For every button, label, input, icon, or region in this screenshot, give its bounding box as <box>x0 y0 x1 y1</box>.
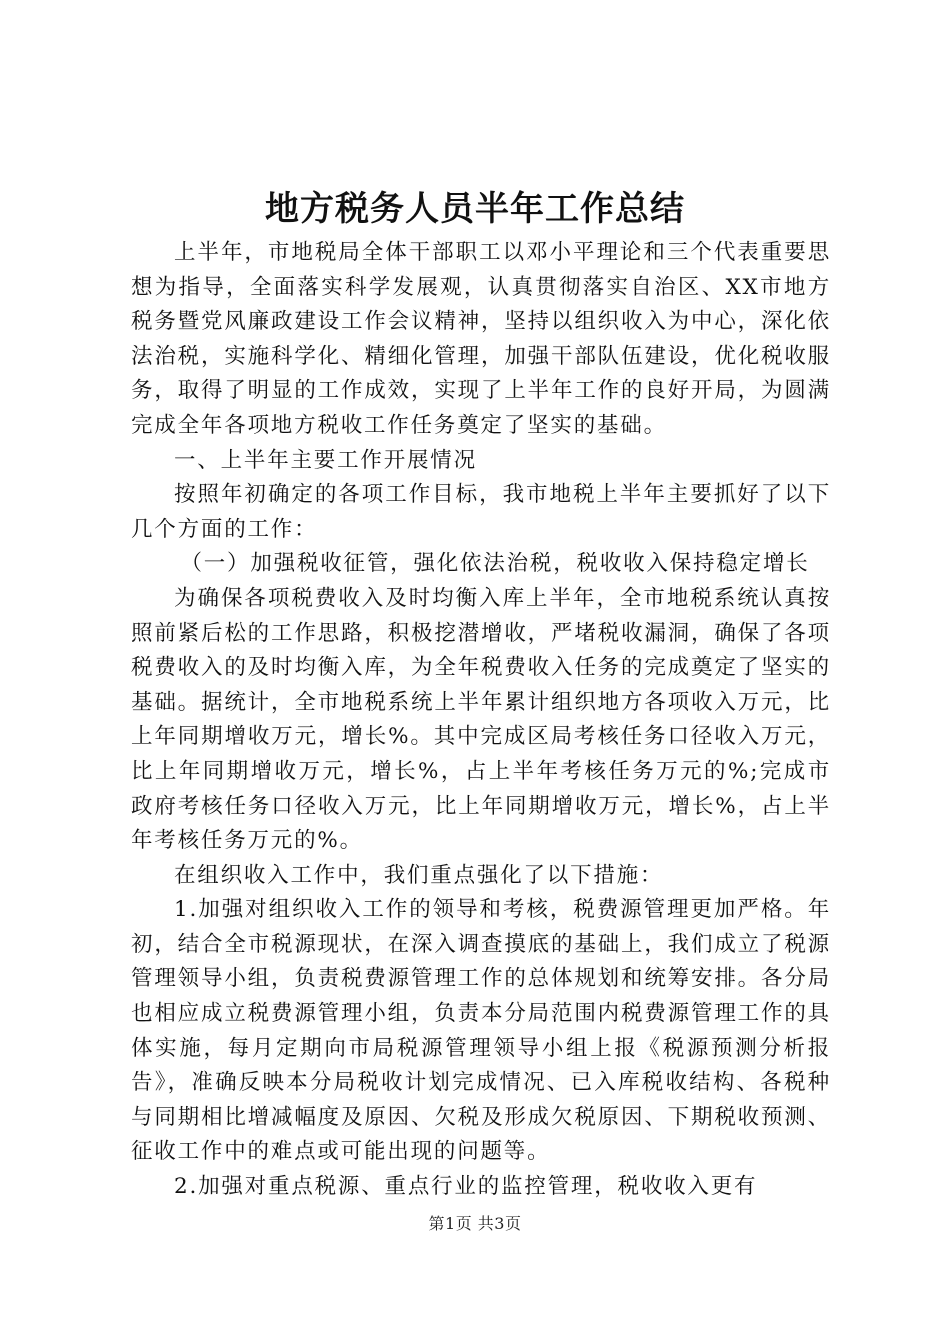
paragraph-intro: 上半年，市地税局全体干部职工以邓小平理论和三个代表重要思想为指导，全面落实科学发展观，认真贯彻落实自治区、XX市地方税务暨党风廉政建设工作会议精神，坚持以组织收入为中心，深化依法治税，实施科学化、精细化管理，加强干部队伍建设，优化税收服务，取得了明显的工作成效，实现了上半年工作的良好开局，为圆满完成全年各项地方税收工作任务奠定了坚实的基础。 <box>131 240 831 438</box>
paragraph-measure-1: 1.加强对组织收入工作的领导和考核，税费源管理更加严格。年初，结合全市税源现状，在深入调查摸底的基础上，我们成立了税源管理领导小组，负责税费源管理工作的总体规划和统筹安排。各分局也相应成立税费源管理小组，负责本分局范围内税费源管理工作的具体实施，每月定期向市局税源管理领导小组上报《税源预测分析报告》，准确反映本分局税收计划完成情况、已入库税收结构、各税种与同期相比增减幅度及原因、欠税及形成欠税原因、下期税收预测、征收工作中的难点或可能出现的问题等。 <box>131 897 831 1165</box>
paragraph-measure-2: 2.加强对重点税源、重点行业的监控管理，税收收入更有 <box>174 1174 758 1200</box>
section-heading-1: 一、上半年主要工作开展情况 <box>174 447 477 473</box>
paragraph-goals: 按照年初确定的各项工作目标，我市地税上半年主要抓好了以下几个方面的工作： <box>131 482 831 542</box>
document-title: 地方税务人员半年工作总结 <box>265 189 685 229</box>
paragraph-revenue: 为确保各项税费收入及时均衡入库上半年，全市地税系统认真按照前紧后松的工作思路，积极挖潜增收，严堵税收漏洞，确保了各项税费收入的及时均衡入库，为全年税费收入任务的完成奠定了坚实的基础。据统计，全市地税系统上半年累计组织地方各项收入万元，比上年同期增收万元，增长%。其中完成区局考核任务口径收入万元，比上年同期增收万元，增长%，占上半年考核任务万元的%;完成市政府考核任务口径收入万元，比上年同期增收万元，增长%，占上半年考核任务万元的%。 <box>131 585 831 854</box>
paragraph-measures: 在组织收入工作中，我们重点强化了以下措施： <box>174 862 664 888</box>
document-body <box>131 236 831 1205</box>
subsection-heading-1: （一）加强税收征管，强化依法治税，税收收入保持稳定增长 <box>180 551 810 577</box>
page-footer: 第1页 共3页 <box>428 1214 522 1233</box>
